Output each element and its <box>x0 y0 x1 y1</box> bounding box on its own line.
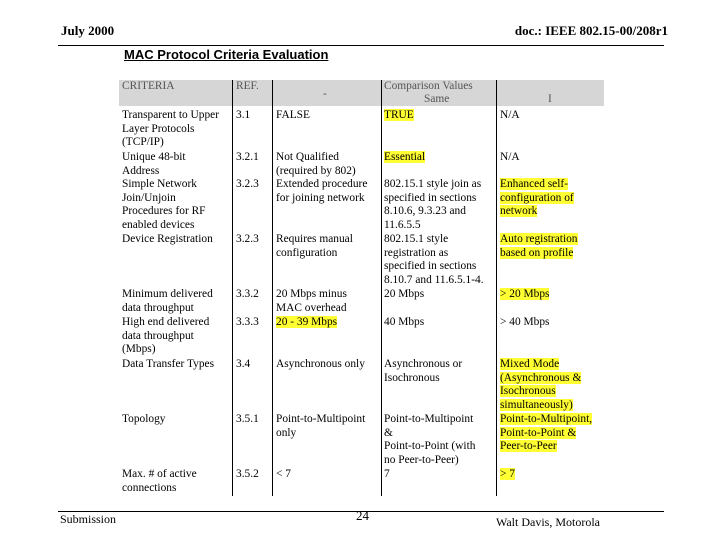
page-number: 24 <box>356 508 369 523</box>
current-value-cell <box>276 247 337 261</box>
comparison-value-cell-text: & <box>384 426 393 439</box>
proposed-value-cell <box>500 358 559 372</box>
current-value-cell-text: FALSE <box>276 109 310 121</box>
ref-cell-text: 3.5.1 <box>236 413 259 425</box>
ref-cell <box>236 468 259 482</box>
proposed-value-cell <box>500 205 537 219</box>
comparison-value-cell-text: 802.15.1 style join as <box>384 178 482 190</box>
ref-cell-text: 3.1 <box>236 109 251 121</box>
comparison-value-cell <box>384 372 440 386</box>
proposed-value-cell <box>500 316 549 330</box>
table-divider <box>381 80 382 496</box>
criteria-cell-text: Unique 48-bit <box>122 151 186 163</box>
comparison-value-cell-text: Asynchronous or <box>384 358 463 370</box>
ref-cell <box>236 178 259 192</box>
current-value-cell <box>276 358 365 372</box>
comparison-value-cell <box>384 288 424 302</box>
proposed-value-cell-text: Point-to-Point & <box>500 426 577 439</box>
proposed-value-cell-text: > 20 Mbps <box>500 288 550 300</box>
ref-cell-text: 3.4 <box>236 358 251 370</box>
ref-cell-text: 3.3.2 <box>236 288 259 300</box>
comparison-value-cell <box>384 247 448 261</box>
current-value-cell <box>276 165 356 179</box>
comparison-value-cell-text: registration as <box>384 246 449 259</box>
current-value-cell-text: Requires manual <box>276 233 353 245</box>
criteria-cell-text: (Mbps) <box>122 343 156 356</box>
criteria-cell-text: Procedures for RF <box>122 205 206 218</box>
doc-header-id: doc.: IEEE 802.15-00/208r1 <box>514 23 668 38</box>
comparison-value-cell-text: Isochronous <box>384 371 440 384</box>
table-header-bar <box>119 80 604 106</box>
current-value-cell-text: Asynchronous only <box>276 358 365 370</box>
slide-title: MAC Protocol Criteria Evaluation <box>124 47 329 62</box>
criteria-cell <box>122 233 213 247</box>
proposed-value-cell <box>500 440 557 454</box>
criteria-cell-text: Simple Network <box>122 178 197 190</box>
criteria-cell-text: Topology <box>122 413 166 425</box>
proposed-value-cell-text: simultaneously) <box>500 398 573 411</box>
current-value-cell <box>276 178 367 192</box>
proposed-value-cell-text: (Asynchronous & <box>500 371 582 384</box>
comparison-value-cell <box>384 468 390 482</box>
comparison-value-cell-text: no Peer-to-Peer) <box>384 453 459 466</box>
current-value-cell-text: for joining network <box>276 191 365 204</box>
criteria-cell-text: Max. # of active <box>122 468 197 480</box>
criteria-cell-text: High end delivered <box>122 316 210 328</box>
criteria-cell <box>122 468 197 482</box>
current-value-cell-text: Extended procedure <box>276 178 368 190</box>
ref-cell <box>236 413 259 427</box>
criteria-cell <box>122 151 186 165</box>
proposed-value-cell <box>500 385 556 399</box>
current-value-cell-text: only <box>276 426 297 439</box>
header-rule <box>58 45 664 46</box>
comparison-value-cell <box>384 151 425 165</box>
ref-cell-text: 3.5.2 <box>236 468 259 480</box>
current-value-cell <box>276 288 347 302</box>
current-value-cell <box>276 427 296 441</box>
current-value-cell-text: 20 Mbps minus <box>276 288 347 300</box>
header-dash: - <box>323 88 327 100</box>
proposed-value-cell <box>500 413 592 427</box>
footer-author: Walt Davis, Motorola <box>495 515 600 529</box>
current-value-cell <box>276 316 337 330</box>
footer-submission: Submission <box>60 512 117 526</box>
comparison-value-cell-text: 8.10.7 and 11.6.5.1-4. <box>384 273 484 286</box>
comparison-value-cell <box>384 109 414 123</box>
ref-cell-text: 3.2.3 <box>236 233 259 245</box>
comparison-value-cell-text: 8.10.6, 9.3.23 and <box>384 205 466 218</box>
comparison-value-cell <box>384 316 424 330</box>
current-value-cell-text: 20 - 39 Mbps <box>276 316 338 328</box>
comparison-value-cell <box>384 358 462 372</box>
proposed-value-cell <box>500 427 576 441</box>
comparison-value-cell-text: specified in sections <box>384 191 477 204</box>
comparison-value-cell <box>384 413 473 427</box>
comparison-value-cell-text: 11.6.5.5 <box>384 218 421 231</box>
comparison-value-cell-text: Essential <box>384 151 426 163</box>
criteria-cell-text: Layer Protocols <box>122 122 195 135</box>
current-value-cell <box>276 192 365 206</box>
comparison-value-cell <box>384 427 393 441</box>
comparison-value-cell <box>384 192 476 206</box>
criteria-cell-text: Join/Unjoin <box>122 191 176 204</box>
proposed-value-cell <box>500 468 515 482</box>
table-divider <box>232 80 233 496</box>
proposed-value-cell-text: Enhanced self- <box>500 178 568 190</box>
current-value-cell-text: configuration <box>276 246 338 259</box>
current-value-cell <box>276 468 291 482</box>
proposed-value-cell-text: > 7 <box>500 468 515 480</box>
ref-cell-text: 3.3.3 <box>236 316 259 328</box>
criteria-cell <box>122 302 194 316</box>
criteria-cell-text: Device Registration <box>122 233 213 245</box>
criteria-table <box>119 80 604 496</box>
criteria-cell <box>122 205 206 219</box>
criteria-cell <box>122 288 213 302</box>
proposed-value-cell <box>500 372 581 386</box>
current-value-cell <box>276 413 365 427</box>
comparison-value-cell-text: Point-to-Multipoint <box>384 413 474 425</box>
proposed-value-cell-text: > 40 Mbps <box>500 316 550 328</box>
comparison-value-cell-text: 802.15.1 style <box>384 233 449 245</box>
comparison-value-cell <box>384 219 421 233</box>
criteria-cell-text: connections <box>122 481 177 494</box>
current-value-cell-text: Not Qualified <box>276 151 339 163</box>
comparison-value-cell-text: 7 <box>384 468 390 480</box>
criteria-cell <box>122 316 209 330</box>
comparison-value-cell <box>384 274 484 288</box>
criteria-cell <box>122 219 194 233</box>
header-criteria: CRITERIA <box>122 80 175 92</box>
criteria-cell <box>122 178 197 192</box>
doc-header-date: July 2000 <box>61 23 115 38</box>
criteria-cell-text: data throughput <box>122 301 194 314</box>
header-tick: I <box>548 93 552 105</box>
criteria-cell-text: data throughput <box>122 329 194 342</box>
header-same: Same <box>424 93 450 105</box>
ref-cell <box>236 358 250 372</box>
proposed-value-cell <box>500 233 578 247</box>
criteria-cell-text: (TCP/IP) <box>122 136 164 149</box>
criteria-cell <box>122 109 219 123</box>
proposed-value-cell <box>500 109 520 123</box>
header-ref: REF. <box>236 80 259 92</box>
comparison-value-cell <box>384 233 448 247</box>
comparison-value-cell <box>384 260 476 274</box>
criteria-cell-text: Address <box>122 164 160 177</box>
proposed-value-cell-text: network <box>500 205 538 218</box>
proposed-value-cell <box>500 192 574 206</box>
proposed-value-cell-text: N/A <box>500 151 520 163</box>
comparison-value-cell-text: 20 Mbps <box>384 288 425 300</box>
current-value-cell <box>276 302 347 316</box>
criteria-cell-text: enabled devices <box>122 218 195 231</box>
criteria-cell <box>122 343 156 357</box>
proposed-value-cell-text: Auto registration <box>500 233 578 245</box>
proposed-value-cell-text: Point-to-Multipoint, <box>500 413 593 425</box>
proposed-value-cell-text: Mixed Mode <box>500 358 560 370</box>
current-value-cell <box>276 109 310 123</box>
ref-cell <box>236 316 259 330</box>
table-divider <box>272 80 273 496</box>
proposed-value-cell-text: Peer-to-Peer <box>500 440 557 453</box>
criteria-cell <box>122 192 176 206</box>
comparison-value-cell-text: TRUE <box>384 109 414 121</box>
comparison-value-cell-text: specified in sections <box>384 260 477 273</box>
current-value-cell <box>276 151 339 165</box>
criteria-cell <box>122 330 194 344</box>
proposed-value-cell-text: based on profile <box>500 246 574 259</box>
proposed-value-cell-text: Isochronous <box>500 385 556 398</box>
criteria-cell-text: Data Transfer Types <box>122 358 215 370</box>
ref-cell <box>236 151 259 165</box>
comparison-value-cell-text: Point-to-Point (with <box>384 440 476 453</box>
proposed-value-cell <box>500 399 573 413</box>
comparison-value-cell <box>384 178 481 192</box>
comparison-value-cell <box>384 454 459 468</box>
header-comparison: Comparison Values <box>384 80 473 92</box>
proposed-value-cell-text: configuration of <box>500 191 574 204</box>
criteria-cell <box>122 136 164 150</box>
comparison-value-cell-text: 40 Mbps <box>384 316 425 328</box>
proposed-value-cell <box>500 247 573 261</box>
ref-cell <box>236 109 250 123</box>
criteria-cell <box>122 482 176 496</box>
ref-cell-text: 3.2.3 <box>236 178 259 190</box>
criteria-cell-text: Transparent to Upper <box>122 109 220 121</box>
table-divider <box>496 80 497 496</box>
criteria-cell <box>122 123 194 137</box>
comparison-value-cell <box>384 440 475 454</box>
criteria-cell <box>122 358 214 372</box>
current-value-cell-text: MAC overhead <box>276 301 347 314</box>
comparison-value-cell <box>384 205 466 219</box>
proposed-value-cell <box>500 178 568 192</box>
ref-cell <box>236 233 259 247</box>
current-value-cell <box>276 233 353 247</box>
criteria-cell <box>122 165 159 179</box>
ref-cell <box>236 288 259 302</box>
proposed-value-cell <box>500 288 549 302</box>
current-value-cell-text: < 7 <box>276 468 291 480</box>
criteria-cell-text: Minimum delivered <box>122 288 213 300</box>
current-value-cell-text: Point-to-Multipoint <box>276 413 366 425</box>
criteria-cell <box>122 413 166 427</box>
ref-cell-text: 3.2.1 <box>236 151 259 163</box>
proposed-value-cell <box>500 151 520 165</box>
proposed-value-cell-text: N/A <box>500 109 520 121</box>
current-value-cell-text: (required by 802) <box>276 164 356 177</box>
